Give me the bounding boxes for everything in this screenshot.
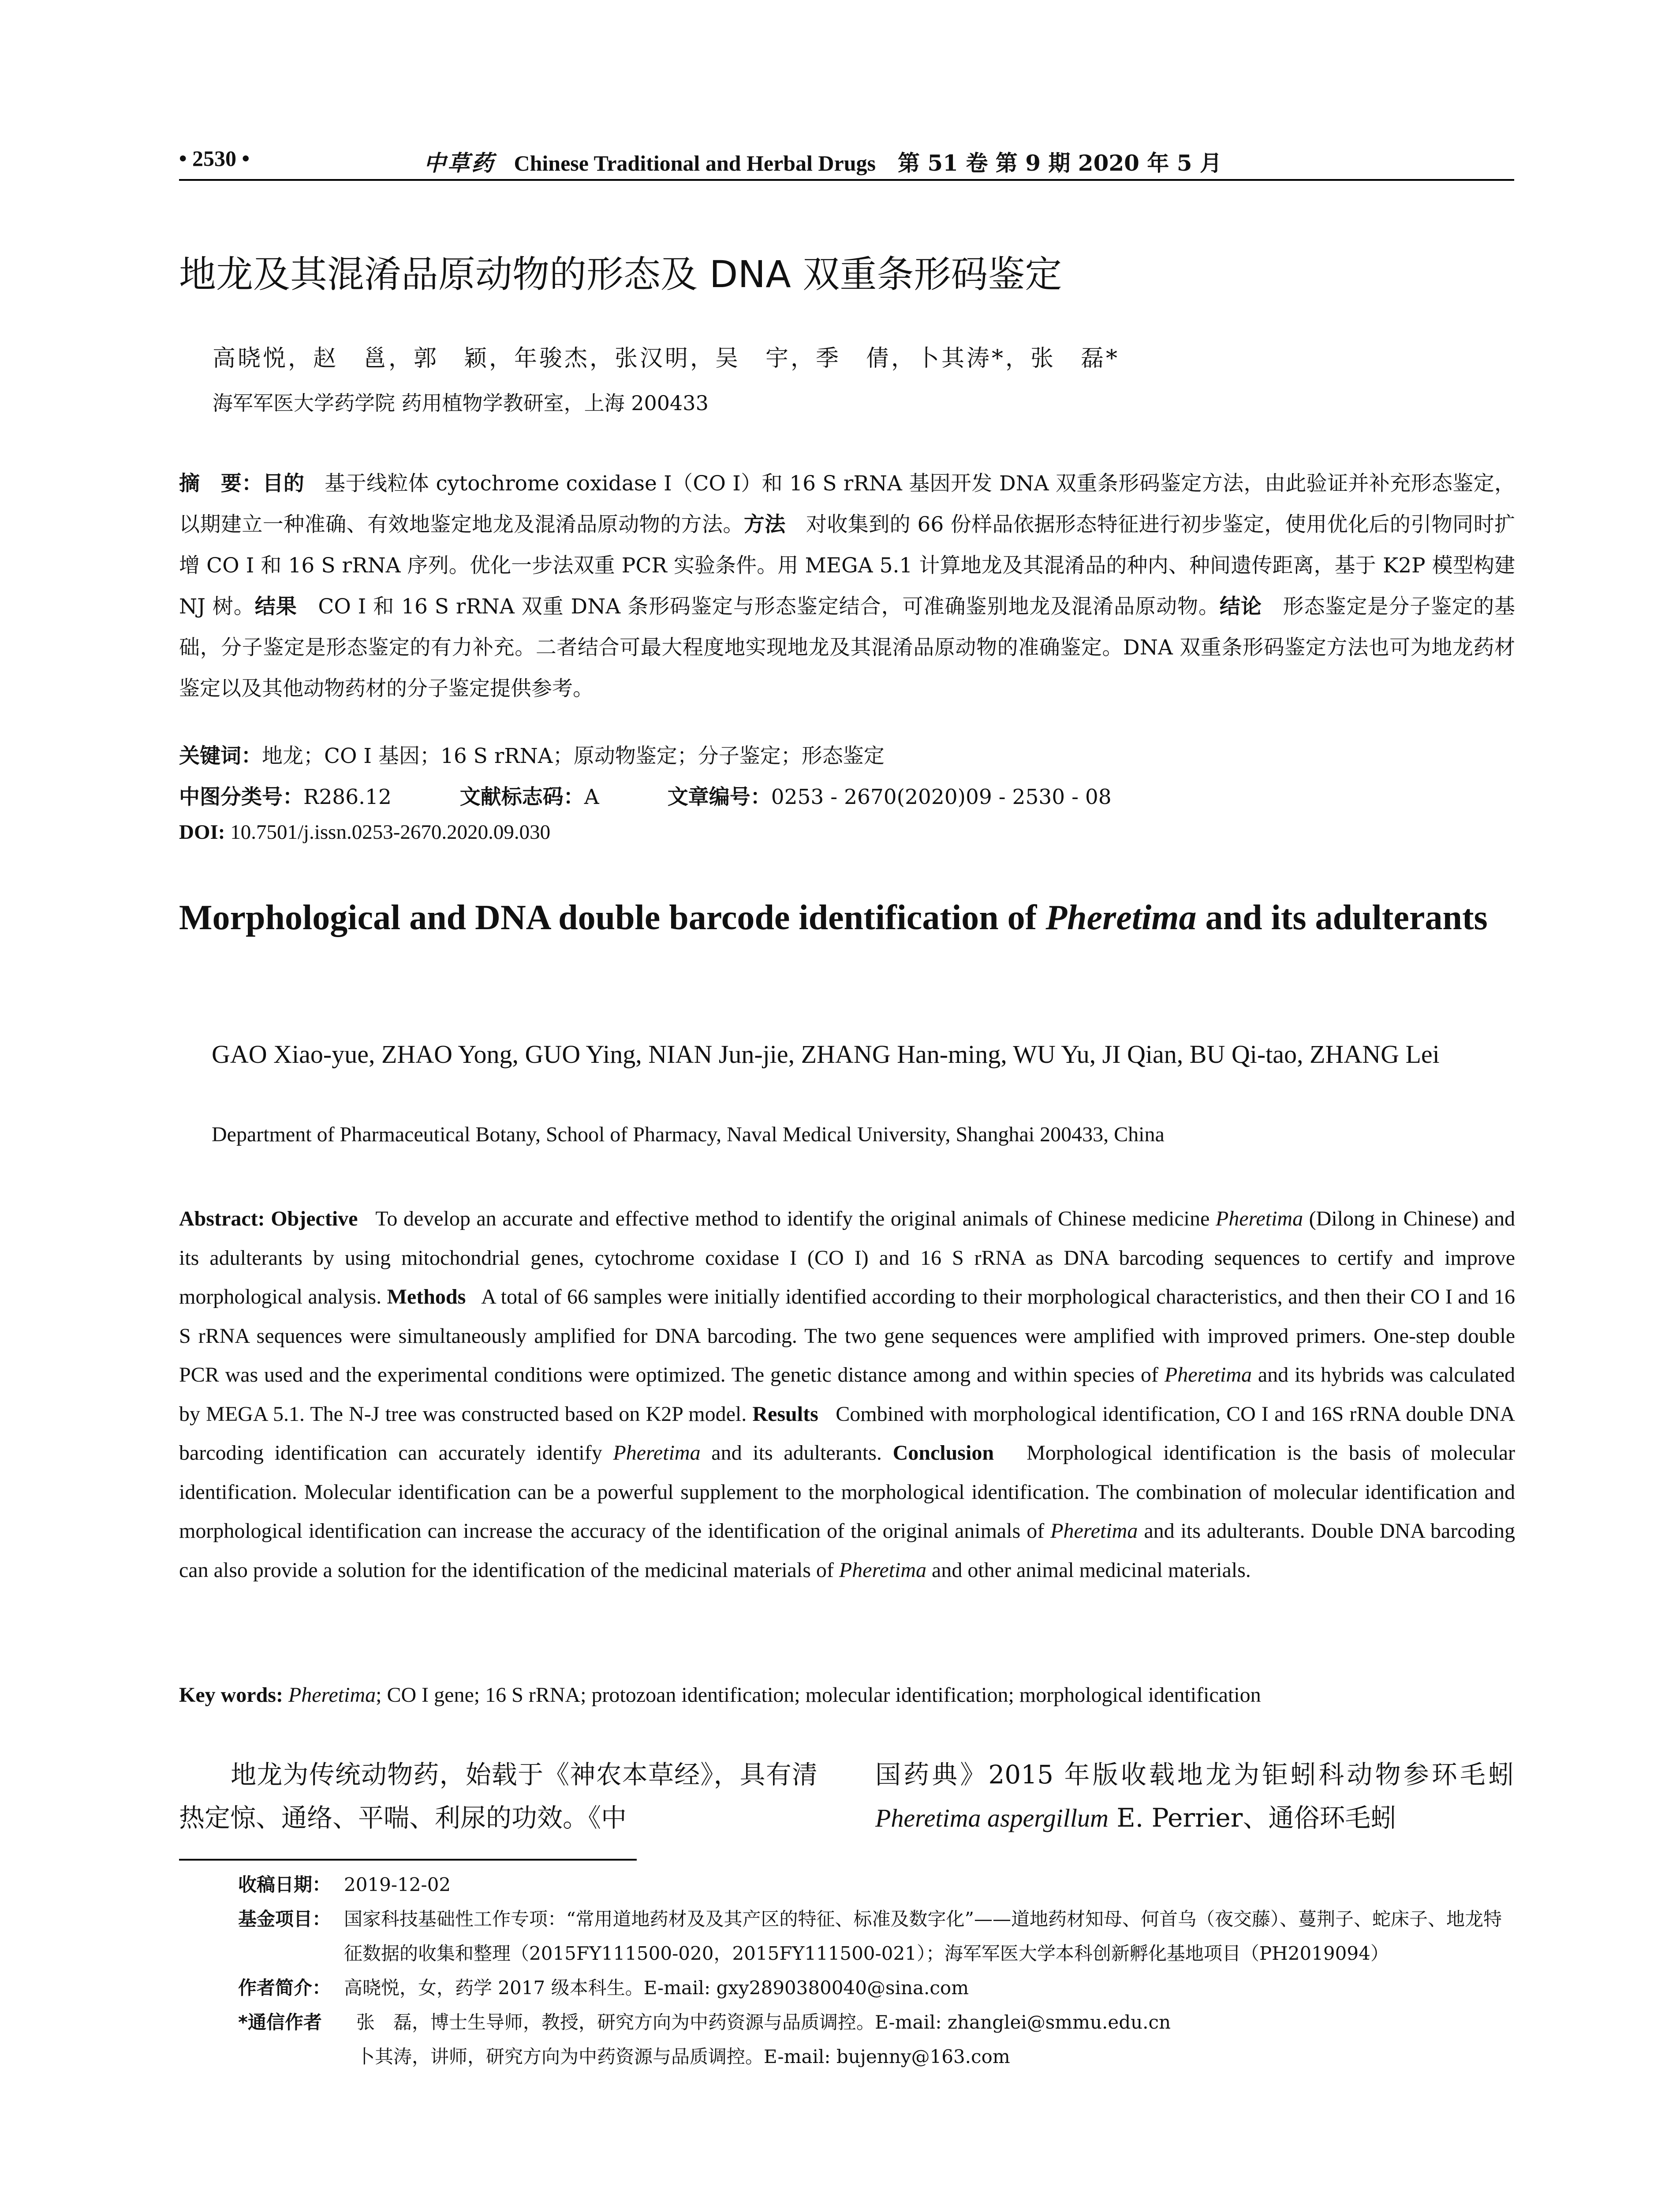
abstract-en-text: (Dilong in Chinese) and its adulterants by using mitochondrial genes, cytochrome coxidase I (CO I) and 16 S rRNA as DNA barcoding sequences to certify and improve morphological analysis. — [179, 1207, 1516, 1308]
affiliation-en: Department of Pharmaceutical Botany, School of Pharmacy, Naval Medical University, Shanghai 200433, China — [212, 1123, 1165, 1146]
authors-cn: 高晓悦，赵 邕，郭 颖，年骏杰，张汉明，吴 宇，季 倩，卜其涛*，张 磊* — [213, 345, 1120, 372]
abstract-en-text: and other animal medicinal materials. — [926, 1558, 1251, 1582]
doi-value: 10.7501/j.issn.0253-2670.2020.09.030 — [230, 821, 551, 844]
abstract-en-text: A total of 66 samples were initially identified according to their morphological characteristics, and then their CO I and 16 S rRNA sequences were simultaneously amplified for DNA barcoding. The two gene sequences were amplified with improved primers. One-step double PCR was used and the experimental conditions were optimized. The genetic distance among and within species of — [179, 1285, 1516, 1387]
keywords-cn-label: 关键词： — [179, 744, 262, 768]
journal-name: Chinese Traditional and Herbal Drugs — [514, 151, 876, 176]
article-no-label: 文章编号： — [667, 785, 771, 809]
title-en — [179, 893, 1515, 942]
abstract-en-objective-label: Objective — [271, 1207, 358, 1230]
abstract-en-taxon: Pheretima — [839, 1558, 927, 1582]
keywords-cn-text: 地龙；CO I 基因；16 S rRNA；原动物鉴定；分子鉴定；形态鉴定 — [262, 744, 885, 768]
author-label: 作者简介： — [238, 1977, 331, 1999]
abstract-en-taxon: Pheretima — [613, 1441, 701, 1465]
header-rule — [179, 179, 1514, 181]
keywords-en-label: Key words: — [179, 1683, 283, 1707]
journal-issue: 第 51 卷 第 9 期 2020 年 5 月 — [897, 150, 1222, 176]
footnote-author — [238, 1971, 1517, 2005]
abstract-cn-label: 摘 要： — [179, 471, 263, 496]
footnote-fund — [238, 1902, 1517, 1971]
author-value: 高晓悦，女，药学 2017 级本科生。E-mail: gxy2890380040@sina.com — [344, 1977, 969, 1999]
abstract-en — [179, 1200, 1515, 1590]
footnotes — [238, 1868, 1517, 2074]
keywords-en-text: ; CO I gene; 16 S rRNA; protozoan identification; molecular identification; morphological identification — [376, 1683, 1261, 1707]
abstract-cn-methods-label: 方法 — [743, 512, 786, 537]
doi-line — [179, 820, 550, 844]
footnote-received — [238, 1868, 1517, 1902]
abstract-en-text: Morphological identification is the basis of molecular identification. Molecular identification can be a powerful supplement to the morphological identification. The combination of molecular identification and morphological identification can increase the accuracy of the identification of the original animals of — [179, 1441, 1516, 1543]
abstract-en-text: and its adulterants. Double DNA barcoding can also provide a solution for the identification of the medicinal materials of — [179, 1519, 1515, 1582]
keywords-en — [179, 1676, 1515, 1715]
abstract-cn-methods: 对收集到的 66 份样品依据形态特征进行初步鉴定，使用优化后的引物同时扩增 CO I 和 16 S rRNA 序列。优化一步法双重 PCR 实验条件。用 MEGA 5.1 计算地龙及其混淆品的种内、种间遗传距离，基于 K2P 模型构建 NJ 树。 — [179, 512, 1516, 619]
abstract-en-conclusion-label: Conclusion — [892, 1441, 994, 1465]
abstract-en-text: To develop an accurate and effective method to identify the original animals of Chinese medicine — [375, 1207, 1216, 1230]
running-header — [179, 140, 1514, 181]
abstract-en-text: and its hybrids was calculated by MEGA 5.1. The N-J tree was constructed based on K2P model. — [179, 1363, 1515, 1426]
body-right-text: E. Perrier、通俗环毛蚓 — [1108, 1803, 1396, 1833]
title-en-part2: and its adulterants — [1196, 898, 1488, 937]
title-cn: 地龙及其混淆品原动物的形态及 DNA 双重条形码鉴定 — [179, 253, 1062, 296]
affiliation-cn: 海军军医大学药学院 药用植物学教研室，上海 200433 — [213, 391, 709, 415]
abstract-en-taxon: Pheretima — [1164, 1363, 1252, 1387]
title-en-part1: Morphological and DNA double barcode identification of — [179, 898, 1046, 937]
abstract-en-taxon: Pheretima — [1050, 1519, 1138, 1543]
authors-en: GAO Xiao-yue, ZHAO Yong, GUO Ying, NIAN Jun-jie, ZHANG Han-ming, WU Yu, JI Qian, BU Qi-tao, ZHANG Lei — [212, 1040, 1440, 1069]
abstract-en-taxon: Pheretima — [1215, 1207, 1303, 1230]
body-column-left — [179, 1753, 818, 1839]
abstract-en-text: Combined with morphological identification, CO I and 16S rRNA double DNA barcoding identification can accurately identify — [179, 1402, 1516, 1465]
footnote-corresponding — [238, 2005, 1517, 2040]
corresponding-label: *通信作者 — [238, 2011, 322, 2033]
keywords-en-taxon: Pheretima — [288, 1683, 376, 1707]
corresponding-1: 张 磊，博士生导师，教授，研究方向为中药资源与品质调控。E-mail: zhanglei@smmu.edu.cn — [356, 2011, 1171, 2033]
clc-value: R286.12 — [303, 785, 392, 809]
article-no-value: 0253 - 2670(2020)09 - 2530 - 08 — [771, 785, 1112, 809]
abstract-cn-conclusion: 形态鉴定是分子鉴定的基础，分子鉴定是形态鉴定的有力补充。二者结合可最大程度地实现地龙及其混淆品原动物的准确鉴定。DNA 双重条形码鉴定方法也可为地龙药材鉴定以及其他动物药材的分子鉴定提供参考。 — [179, 594, 1516, 701]
abstract-en-methods-label: Methods — [387, 1285, 466, 1308]
body-right-taxon: Pheretima aspergillum — [875, 1804, 1109, 1832]
fund-value: 国家科技基础性工作专项：“常用道地药材及及其产区的特征、标准及数字化”——道地药材知母、何首乌（夜交藤）、蔓荆子、蛇床子、地龙特征数据的收集和整理（2015FY111500-020，2015FY111500-021）；海军军医大学本科创新孵化基地项目（PH2019094） — [344, 1908, 1502, 1964]
received-label: 收稿日期： — [238, 1874, 331, 1895]
abstract-cn-conclusion-label: 结论 — [1219, 594, 1262, 619]
abstract-cn-results-label: 结果 — [254, 594, 297, 619]
footnote-rule — [179, 1859, 637, 1861]
doi-label: DOI: — [179, 821, 225, 844]
journal-logo: 中草药 — [424, 150, 495, 176]
abstract-cn — [179, 463, 1515, 709]
keywords-cn — [179, 741, 1515, 772]
fund-label: 基金项目： — [238, 1908, 331, 1930]
abstract-en-results-label: Results — [752, 1402, 818, 1426]
abstract-cn-objective-label: 目的 — [262, 471, 305, 496]
doc-code-value: A — [584, 785, 599, 809]
body-column-right — [875, 1753, 1514, 1840]
abstract-cn-results: CO I 和 16 S rRNA 双重 DNA 条形码鉴定与形态鉴定结合，可准确鉴别地龙及混淆品原动物。 — [318, 594, 1220, 619]
clc-label: 中图分类号： — [179, 785, 303, 809]
page-number: • 2530 • — [179, 146, 250, 171]
received-value: 2019-12-02 — [344, 1874, 451, 1895]
body-left-text: 地龙为传统动物药，始载于《神农本草经》，具有清热定惊、通络、平喘、利尿的功效。《中 — [179, 1760, 818, 1833]
abstract-en-text: and its adulterants. — [700, 1441, 882, 1465]
doc-code-label: 文献标志码： — [459, 785, 584, 809]
journal-title — [424, 146, 1222, 177]
classification-line — [179, 781, 1112, 810]
abstract-cn-objective: 基于线粒体 cytochrome coxidase I（CO I）和 16 S rRNA 基因开发 DNA 双重条形码鉴定方法，由此验证并补充形态鉴定，以期建立一种准确、有效地鉴定地龙及混淆品原动物的方法。 — [179, 471, 1516, 537]
abstract-en-label: Abstract: — [179, 1207, 265, 1230]
title-en-italic: Pheretima — [1045, 898, 1197, 937]
body-right-text: 国药典》2015 年版收载地龙为钜蚓科动物参环毛蚓 — [875, 1760, 1514, 1790]
footnote-corresponding-2: 卜其涛，讲师，研究方向为中药资源与品质调控。E-mail: bujenny@163.com — [356, 2046, 1010, 2067]
